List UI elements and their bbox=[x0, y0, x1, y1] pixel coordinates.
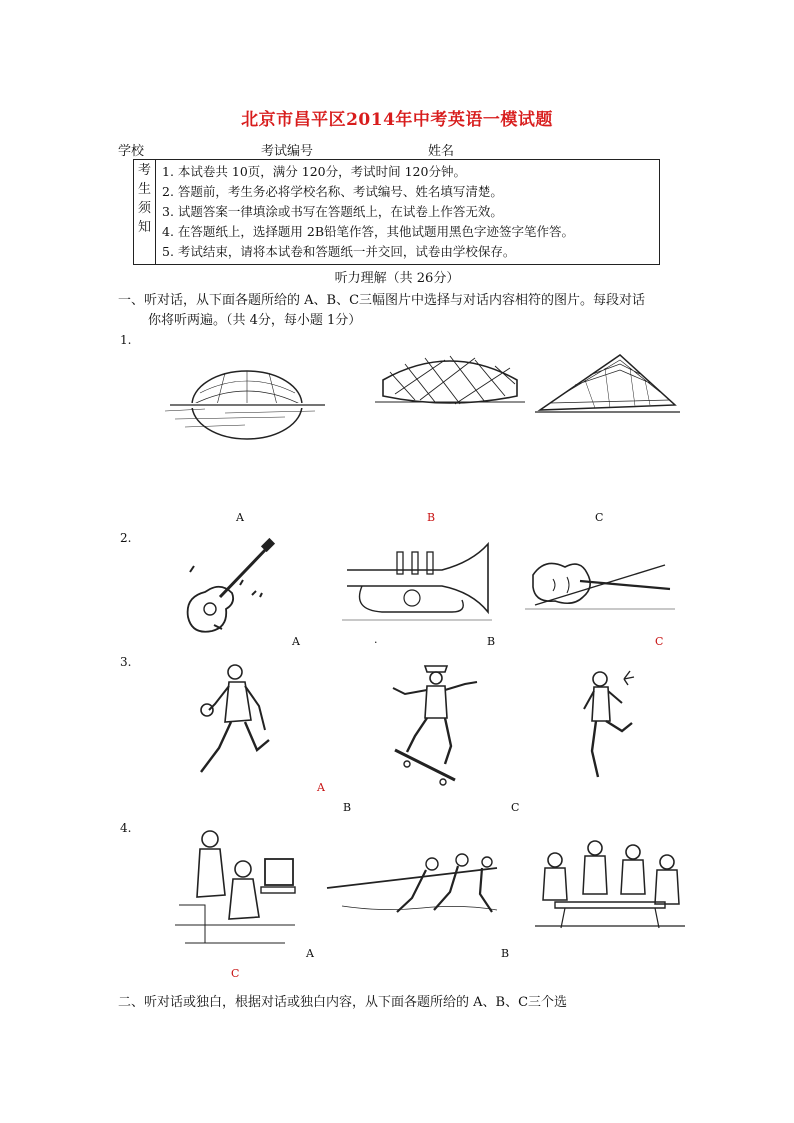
section1-instruction-line2: 你将听两遍。（共 4分，每小题 1分） bbox=[148, 313, 362, 328]
notice-item: 5. 考试结束，请将本试卷和答题纸一并交回，试卷由学校保存。 bbox=[162, 244, 516, 259]
exam-notice-box bbox=[133, 159, 660, 265]
notice-label-char: 考 bbox=[137, 163, 151, 178]
question-number: 4. bbox=[120, 821, 132, 835]
trumpet-image bbox=[342, 540, 492, 625]
listening-header: 听力理解（共 26分） bbox=[334, 271, 460, 286]
kicking-shuttlecock-image bbox=[578, 665, 643, 785]
option-label-b: B bbox=[427, 511, 436, 524]
option-label-b: B bbox=[343, 801, 352, 814]
option-label-c: C bbox=[231, 967, 240, 980]
name-label: 姓名 bbox=[428, 144, 455, 159]
notice-label-char: 知 bbox=[137, 220, 151, 235]
violin-image bbox=[525, 545, 675, 615]
option-label-b: B bbox=[487, 635, 496, 648]
option-label-a: A bbox=[236, 511, 244, 524]
option-label-c: C bbox=[595, 511, 604, 524]
notice-items bbox=[162, 162, 574, 262]
notice-label bbox=[134, 160, 156, 264]
notice-item: 4. 在答题纸上，选择题用 2B铅笔作答，其他试题用黑色字迹签字笔作答。 bbox=[162, 224, 575, 239]
option-label-c: C bbox=[511, 801, 520, 814]
notice-item: 3. 试题答案一律填涂或书写在答题纸上，在试卷上作答无效。 bbox=[162, 204, 503, 219]
tug-of-war-image bbox=[322, 850, 502, 920]
option-label-b: B bbox=[501, 947, 510, 960]
option-label-c: C bbox=[655, 635, 664, 648]
notice-item: 2. 答题前，考生务必将学校名称、考试编号、姓名填写清楚。 bbox=[162, 184, 503, 199]
group-table-image bbox=[535, 830, 685, 930]
question-number: 2. bbox=[120, 531, 132, 545]
section2-instruction-line1: 二、听对话或独白，根据对话或独白内容，从下面各题所给的 A、B、C三个选 bbox=[118, 995, 568, 1010]
computer-users-image bbox=[175, 825, 297, 950]
notice-item: 1. 本试卷共 10页，满分 120分，考试时间 120分钟。 bbox=[162, 164, 466, 179]
section1-instruction-line1: 一、听对话，从下面各题所给的 A、B、C三幅图片中选择与对话内容相符的图片。每段对话 bbox=[118, 293, 646, 308]
basketball-player-image bbox=[195, 660, 280, 780]
notice-label-char: 须 bbox=[137, 201, 151, 216]
option-label-a: A bbox=[292, 635, 300, 648]
page-title: 北京市昌平区2014年中考英语一模试题 bbox=[241, 110, 553, 130]
water-cube-image bbox=[535, 350, 680, 420]
birds-nest-stadium-image bbox=[375, 350, 525, 410]
question-number: 1. bbox=[120, 333, 132, 347]
option-label-a: A bbox=[306, 947, 314, 960]
option-label-a: A bbox=[317, 781, 325, 794]
dome-building-image bbox=[165, 355, 330, 440]
question-number: 3. bbox=[120, 655, 132, 669]
guitar-image bbox=[180, 537, 280, 637]
school-label: 学校 bbox=[118, 144, 145, 159]
exam-no-label: 考试编号 bbox=[261, 144, 314, 159]
notice-label-char: 生 bbox=[137, 182, 151, 197]
skateboarder-image bbox=[385, 660, 485, 790]
stray-mark: . bbox=[374, 633, 378, 646]
